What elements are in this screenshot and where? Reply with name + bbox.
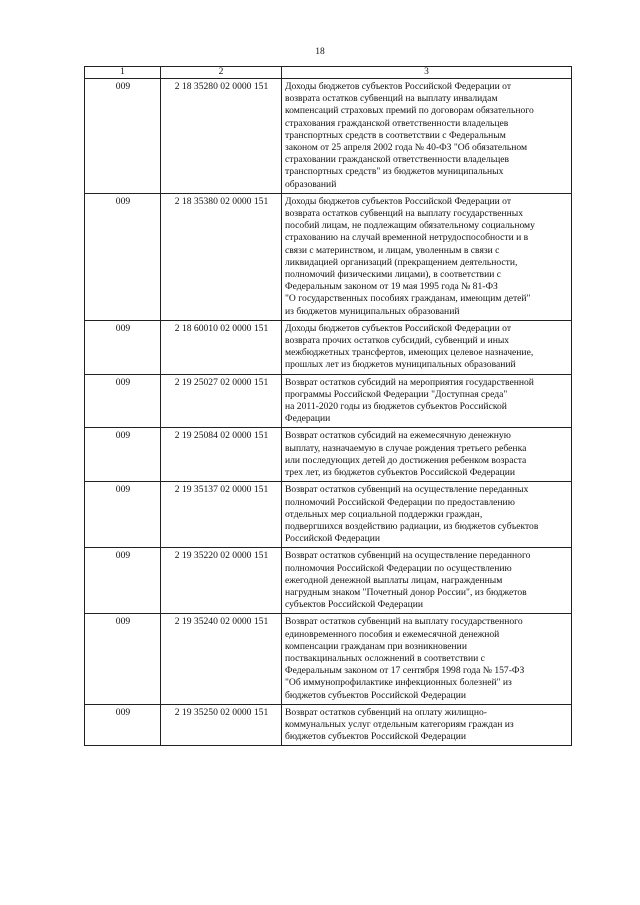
description-line: полномочия Российской Федерации по осуществлению bbox=[285, 562, 512, 574]
header-row bbox=[85, 67, 572, 79]
description-cell bbox=[282, 79, 572, 194]
table-row bbox=[85, 482, 572, 548]
description-line: полномочий Российской Федерации по предоставлению bbox=[285, 496, 515, 508]
admin-code-cell: 009 bbox=[85, 482, 161, 548]
description-line: возврата остатков субвенций на выплату инвалидам bbox=[285, 93, 498, 105]
description-line: бюджетов субъектов Российской Федерации bbox=[285, 689, 466, 701]
description-line: компенсации гражданам при возникновении bbox=[285, 640, 467, 652]
table-row bbox=[85, 193, 572, 320]
column-header-1: 1 bbox=[85, 67, 161, 79]
description-line: Федеральным законом от 17 сентября 1998 года № 157-ФЗ bbox=[285, 665, 525, 677]
description-line: страховании гражданской ответственности владельцев bbox=[285, 154, 510, 166]
admin-code-cell: 009 bbox=[85, 320, 161, 374]
description-line: поствакцинальных осложнений в соответствии с bbox=[285, 652, 485, 664]
column-header-3: 3 bbox=[282, 67, 572, 79]
description-line: Доходы бюджетов субъектов Российской Федерации от bbox=[285, 195, 512, 207]
table-row bbox=[85, 79, 572, 194]
description-line: ежегодной денежной выплаты лицам, награжденным bbox=[285, 574, 503, 586]
admin-code-cell: 009 bbox=[85, 614, 161, 704]
description-line: ликвидацией организаций (прекращением деятельности, bbox=[285, 256, 518, 268]
description-line: Возврат остатков субвенций на осуществление переданных bbox=[285, 484, 529, 496]
description-line: страхованию на случай временной нетрудоспособности и в bbox=[285, 232, 529, 244]
description-cell bbox=[282, 548, 572, 614]
description-cell bbox=[282, 320, 572, 374]
description-line: Возврат остатков субвенций на оплату жилищно- bbox=[285, 706, 487, 718]
description-line: Возврат остатков субвенций на выплату государственного bbox=[285, 616, 523, 628]
description-line: Доходы бюджетов субъектов Российской Федерации от bbox=[285, 81, 512, 92]
description-line: связи с материнством, и лицам, уволенным в связи с bbox=[285, 244, 500, 256]
budget-codes-table bbox=[84, 66, 572, 746]
description-line: выплату, назначаемую в случае рождения третьего ребенка bbox=[285, 442, 527, 454]
description-cell bbox=[282, 704, 572, 746]
description-line: полномочий физическими лицами), в соответствии с bbox=[285, 269, 502, 281]
description-line: страхования гражданской ответственности владельцев bbox=[285, 117, 509, 129]
description-line: Федеральным законом от 19 мая 1995 года № 81-ФЗ bbox=[285, 281, 498, 293]
description-line: Возврат остатков субвенций на осуществление переданного bbox=[285, 550, 531, 562]
description-line: бюджетов субъектов Российской Федерации bbox=[285, 731, 466, 743]
description-line: коммунальных услуг отдельным категориям граждан из bbox=[285, 718, 514, 730]
table-row bbox=[85, 548, 572, 614]
budget-code-cell: 2 19 25084 02 0000 151 bbox=[161, 428, 282, 482]
budget-code-cell: 2 19 25027 02 0000 151 bbox=[161, 374, 282, 428]
description-line: пособий лицам, не подлежащим обязательному социальному bbox=[285, 220, 535, 232]
description-line: возврата остатков субвенций на выплату государственных bbox=[285, 208, 524, 220]
description-line: Доходы бюджетов субъектов Российской Федерации от bbox=[285, 322, 512, 334]
table-body bbox=[85, 67, 572, 746]
admin-code-cell: 009 bbox=[85, 193, 161, 320]
budget-code-cell: 2 19 35240 02 0000 151 bbox=[161, 614, 282, 704]
budget-code-cell: 2 18 35280 02 0000 151 bbox=[161, 79, 282, 194]
description-line: возврата прочих остатков субсидий, субвенций и иных bbox=[285, 335, 510, 347]
description-line: Возврат остатков субсидий на мероприятия государственной bbox=[285, 376, 534, 388]
description-line: Российской Федерации bbox=[285, 533, 380, 545]
description-cell bbox=[282, 374, 572, 428]
admin-code-cell: 009 bbox=[85, 428, 161, 482]
budget-code-cell: 2 19 35137 02 0000 151 bbox=[161, 482, 282, 548]
description-line: субъектов Российской Федерации bbox=[285, 599, 423, 611]
description-line: программы Российской Федерации "Доступная среда" bbox=[285, 388, 508, 400]
description-line: законом от 25 апреля 2002 года № 40-ФЗ "Об обязательном bbox=[285, 142, 528, 154]
admin-code-cell: 009 bbox=[85, 704, 161, 746]
description-cell bbox=[282, 428, 572, 482]
table-row bbox=[85, 320, 572, 374]
budget-code-cell: 2 19 35220 02 0000 151 bbox=[161, 548, 282, 614]
table-row bbox=[85, 428, 572, 482]
column-header-2: 2 bbox=[161, 67, 282, 79]
admin-code-cell: 009 bbox=[85, 79, 161, 194]
description-line: нагрудным знаком "Почетный донор России", из бюджетов bbox=[285, 586, 527, 598]
description-line: межбюджетных трансфертов, имеющих целевое назначение, bbox=[285, 347, 534, 359]
description-line: трех лет, из бюджетов субъектов Российской Федерации bbox=[285, 467, 516, 479]
description-line: "Об иммунопрофилактике инфекционных болезней" из bbox=[285, 677, 512, 689]
description-cell bbox=[282, 193, 572, 320]
description-line: единовременного пособия и ежемесячной денежной bbox=[285, 628, 500, 640]
budget-code-cell: 2 18 60010 02 0000 151 bbox=[161, 320, 282, 374]
admin-code-cell: 009 bbox=[85, 548, 161, 614]
description-line: Федерации bbox=[285, 413, 331, 425]
description-line: Возврат остатков субсидий на ежемесячную денежную bbox=[285, 430, 511, 442]
table-row bbox=[85, 374, 572, 428]
description-line: подвергшихся воздействию радиации, из бюджетов субъектов bbox=[285, 520, 539, 532]
budget-code-cell: 2 18 35380 02 0000 151 bbox=[161, 193, 282, 320]
description-line: компенсаций страховых премий по договорам обязательного bbox=[285, 105, 534, 117]
description-line: "О государственных пособиях гражданам, имеющим детей" bbox=[285, 293, 531, 305]
description-line: на 2011-2020 годы из бюджетов субъектов Российской bbox=[285, 401, 507, 413]
table-row bbox=[85, 704, 572, 746]
admin-code-cell: 009 bbox=[85, 374, 161, 428]
table-row bbox=[85, 614, 572, 704]
description-line: прошлых лет из бюджетов муниципальных образований bbox=[285, 359, 516, 371]
budget-code-cell: 2 19 35250 02 0000 151 bbox=[161, 704, 282, 746]
description-cell bbox=[282, 482, 572, 548]
description-line: или последующих детей до достижения ребенком возраста bbox=[285, 454, 527, 466]
description-line: из бюджетов муниципальных образований bbox=[285, 305, 460, 317]
description-line: образований bbox=[285, 178, 337, 190]
description-line: транспортных средств в соответствии с Федеральным bbox=[285, 129, 506, 141]
description-line: транспортных средств" из бюджетов муниципальных bbox=[285, 166, 504, 178]
description-cell bbox=[282, 614, 572, 704]
description-line: отдельных мер социальной поддержки граждан, bbox=[285, 508, 483, 520]
page-number: 18 bbox=[315, 47, 325, 57]
